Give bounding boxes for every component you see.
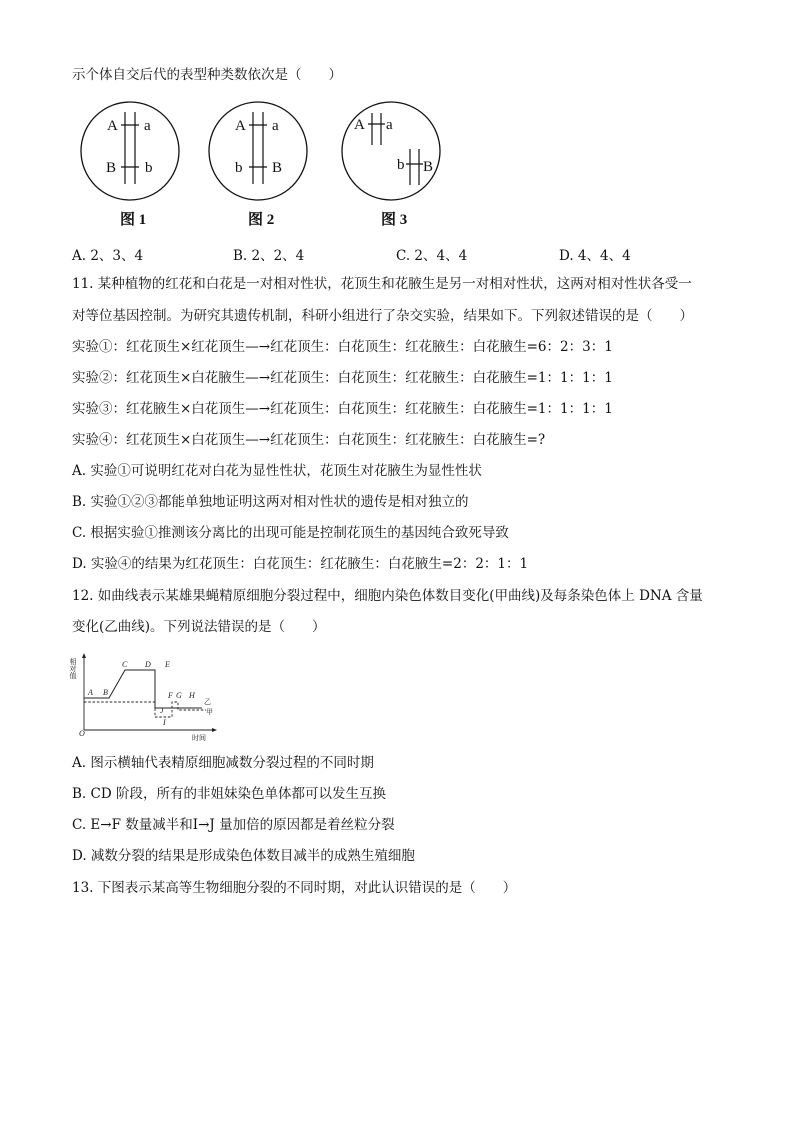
point-a: A xyxy=(88,688,93,697)
fig1-caption: 图 1 xyxy=(120,212,147,228)
point-i: I xyxy=(163,718,166,727)
q10-stem: 示个体自交后代的表型种类数依次是（ ） xyxy=(72,67,342,83)
q11-stem-line2: 对等位基因控制。为研究其遗传机制，科研小组进行了杂交实验，结果如下。下列叙述错误的是（ ） xyxy=(72,308,693,324)
point-f: F xyxy=(168,691,173,700)
q13-stem: 13. 下图表示某高等生物细胞分裂的不同时期，对此认识错误的是（ ） xyxy=(72,880,517,896)
q10-option-b[interactable]: B. 2、2、4 xyxy=(233,248,305,264)
point-g: G xyxy=(176,691,182,700)
graph-x-label: 时间 xyxy=(192,734,206,742)
q12-option-c[interactable]: C. E→F 数量减半和Ⅰ→J 量加倍的原因都是着丝粒分裂 xyxy=(72,817,395,833)
chromosome-dna-curve-graph xyxy=(70,650,220,742)
fig2-caption: 图 2 xyxy=(248,212,275,228)
figure-2 xyxy=(209,102,307,228)
point-b: B xyxy=(103,688,108,697)
curve-label-jia: 甲 xyxy=(206,708,213,716)
point-e: E xyxy=(165,660,170,669)
q10-option-a[interactable]: A. 2、3、4 xyxy=(72,248,144,264)
q11-experiment-3: 实验③：红花腋生×白花顶生—→红花顶生：白花顶生：红花腋生：白花腋生=1：1：1：1 xyxy=(72,401,613,417)
fig2-top-left: A xyxy=(235,118,246,134)
fig2-top-right: a xyxy=(272,118,279,134)
fig2-bottom-left: b xyxy=(235,160,243,176)
q11-stem-line1: 11. 某种植物的红花和白花是一对相对性状，花顶生和花腋生是另一对相对性状，这两对相对性状各受一 xyxy=(72,276,692,292)
q11-option-a[interactable]: A. 实验①可说明红花对白花为显性性状，花顶生对花腋生为显性性状 xyxy=(72,463,482,479)
q12-option-a[interactable]: A. 图示横轴代表精原细胞减数分裂过程的不同时期 xyxy=(72,755,374,771)
q11-experiment-4: 实验④：红花顶生×白花顶生—→红花顶生：白花顶生：红花腋生：白花腋生=? xyxy=(72,432,546,448)
fig2-bottom-right: B xyxy=(272,160,283,176)
q12-stem-line1: 12. 如曲线表示某雄果蝇精原细胞分裂过程中，细胞内染色体数目变化(甲曲线)及每条染色体上 DNA 含量 xyxy=(72,588,703,604)
q11-experiment-1: 实验①：红花顶生×红花顶生—→红花顶生：白花顶生：红花腋生：白花腋生=6：2：3：1 xyxy=(72,339,613,355)
fig1-bottom-right: b xyxy=(145,160,153,176)
fig1-bottom-left: B xyxy=(106,160,117,176)
fig3-bottom-right: B xyxy=(423,159,434,175)
point-c: C xyxy=(122,660,128,669)
q10-option-c[interactable]: C. 2、4、4 xyxy=(396,248,468,264)
q12-option-d[interactable]: D. 减数分裂的结果是形成染色体数目减半的成熟生殖细胞 xyxy=(72,848,415,864)
q11-experiment-2: 实验②：红花顶生×白花腋生—→红花顶生：白花顶生：红花腋生：白花腋生=1：1：1：1 xyxy=(72,370,613,386)
q10-options xyxy=(72,244,712,264)
figure-3 xyxy=(342,102,440,228)
point-h: H xyxy=(189,691,195,700)
fig1-top-left: A xyxy=(107,118,118,134)
graph-y-label: 相对值 xyxy=(69,658,77,679)
fig3-bottom-left: b xyxy=(397,157,405,173)
fig1-top-right: a xyxy=(144,118,151,134)
curve-label-yi: 乙 xyxy=(204,698,211,706)
point-d: D xyxy=(145,660,151,669)
q12-option-b[interactable]: B. CD 阶段，所有的非姐妹染色单体都可以发生互换 xyxy=(72,786,386,802)
fig3-caption: 图 3 xyxy=(381,212,408,228)
figure-1 xyxy=(81,102,179,228)
q11-option-d[interactable]: D. 实验④的结果为红花顶生：白花顶生：红花腋生：白花腋生=2：2：1：1 xyxy=(72,556,529,572)
fig3-top-left: A xyxy=(354,117,365,133)
q10-option-d[interactable]: D. 4、4、4 xyxy=(559,248,631,264)
q12-stem-line2: 变化(乙曲线)。下列说法错误的是（ ） xyxy=(72,619,326,635)
q11-option-b[interactable]: B. 实验①②③都能单独地证明这两对相对性状的遗传是相对独立的 xyxy=(72,494,469,510)
fig3-top-right: a xyxy=(386,117,393,133)
point-j: J xyxy=(160,706,164,715)
chromosome-figures xyxy=(88,95,508,235)
graph-origin: O xyxy=(79,729,85,738)
q11-option-c[interactable]: C. 根据实验①推测该分离比的出现可能是控制花顶生的基因纯合致死导致 xyxy=(72,525,509,541)
